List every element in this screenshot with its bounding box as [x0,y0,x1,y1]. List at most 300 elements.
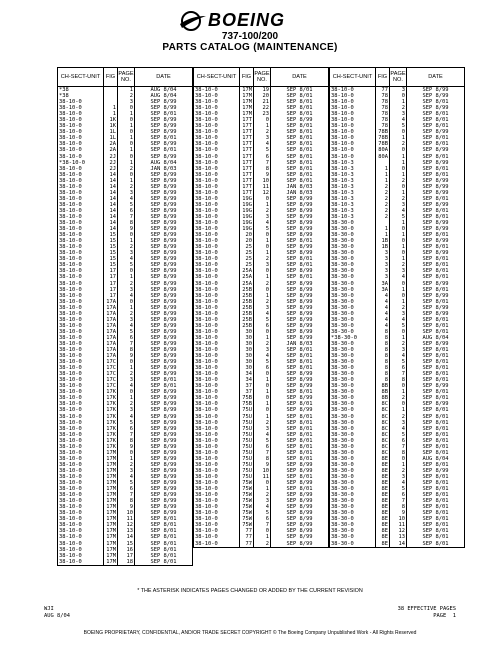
page-cell: 11 [390,522,407,528]
date-cell: SEP 8/01 [271,256,329,262]
fig-cell: 17C [104,371,118,377]
chsect-cell: 38-10-0 [194,371,240,377]
page-cell: 0 [390,166,407,172]
effective-pages-column-3 [329,67,464,548]
fig-cell: 17M [240,105,254,111]
fig-cell: 17M [104,480,118,486]
page-cell: 3 [254,135,271,141]
fig-cell: 75U [240,414,254,420]
date-cell: SEP 8/99 [407,226,465,232]
page-cell: 1 [118,178,135,184]
date-cell: SEP 8/01 [407,347,465,353]
page-cell: 6 [118,426,135,432]
chsect-cell: 38-30-0 [330,414,376,420]
fig-cell: 30 [240,329,254,335]
page-cell: 1 [390,407,407,413]
chsect-cell: 38-10-0 [194,504,240,510]
date-cell: SEP 8/99 [135,154,193,160]
chsect-cell: 38-30-0 [330,450,376,456]
page-cell: 2 [254,299,271,305]
effective-pages-count: 38 EFFECTIVE PAGES [397,606,456,612]
chsect-cell: 38-30-0 [330,407,376,413]
date-cell: SEP 8/99 [271,323,329,329]
date-cell: SEP 8/99 [135,474,193,480]
date-cell: SEP 8/99 [271,522,329,528]
fig-cell: 17T [240,178,254,184]
page-cell: 4 [118,383,135,389]
fig-cell: 34 [240,371,254,377]
page-cell: 8 [118,220,135,226]
date-cell: SEP 8/01 [407,135,465,141]
chsect-cell: 38-30-0 [330,528,376,534]
fig-cell: 17M [104,462,118,468]
fig-cell: 30 [240,365,254,371]
fig-cell: 17A [104,311,118,317]
date-cell: SEP 8/01 [407,450,465,456]
date-cell: SEP 8/01 [407,414,465,420]
page-cell: 0 [254,196,271,202]
chsect-cell: 38-30-0 [330,359,376,365]
date-cell: SEP 8/99 [135,389,193,395]
page-cell: 1 [254,293,271,299]
fig-cell: 8C [376,401,390,407]
date-cell: SEP 8/99 [135,178,193,184]
page-cell: 17 [118,553,135,559]
date-cell: SEP 8/01 [407,111,465,117]
date-cell: SEP 8/01 [271,347,329,353]
page-cell: 0 [390,281,407,287]
date-cell: SEP 8/01 [271,105,329,111]
chsect-cell: 38-10-0 [330,111,376,117]
page-cell: 4 [118,414,135,420]
page-cell: 6 [254,444,271,450]
chsect-cell: 38-10-0 [194,232,240,238]
page-cell: 0 [118,154,135,160]
page-cell: 0 [254,528,271,534]
page-cell: 3 [118,99,135,105]
fig-cell: 17T [240,154,254,160]
chsect-cell: 38-10-0 [194,377,240,383]
date-cell: SEP 8/99 [271,516,329,522]
date-cell: JAN 8/03 [271,184,329,190]
page-cell: 2 [254,281,271,287]
chsect-cell: 38-10-0 [58,534,104,540]
fig-cell: 2 [376,184,390,190]
fig-cell: 8C [376,407,390,413]
page-cell: 11 [254,474,271,480]
chsect-cell: 38-10-0 [58,420,104,426]
chsect-cell: 38-10-0 [194,534,240,540]
chsect-cell: 38-10-0 [194,438,240,444]
date-cell: SEP 8/01 [407,432,465,438]
chsect-cell: 38-10-0 [58,347,104,353]
date-cell: SEP 8/99 [407,238,465,244]
page-cell: 1 [118,395,135,401]
chsect-cell: 38-10-0 [194,522,240,528]
date-cell: SEP 8/01 [271,238,329,244]
fig-cell: 14 [104,202,118,208]
header-chsect: CH-SECT-UNIT [58,68,104,87]
page-cell: 3 [254,305,271,311]
page-cell: 3 [118,250,135,256]
fig-cell: 17T [240,141,254,147]
chsect-cell: 38-10-0 [58,407,104,413]
date-cell: SEP 8/01 [407,214,465,220]
chsect-cell: 38-10-0 [194,147,240,153]
date-cell: SEP 8/99 [135,226,193,232]
page-cell: 3 [254,214,271,220]
chsect-cell: 38-10-0 [194,426,240,432]
date-cell: SEP 8/99 [135,281,193,287]
chsect-cell: 38-10-0 [330,147,376,153]
page-cell: 7 [390,498,407,504]
chsect-cell: 38-10-0 [58,414,104,420]
fig-cell: 8E [376,468,390,474]
header-fig: FIG [240,68,254,87]
fig-cell: 17C [104,377,118,383]
fig-cell: 17T [240,135,254,141]
date-cell: SEP 8/01 [407,377,465,383]
date-cell: SEP 8/99 [271,534,329,540]
page-cell: 1 [254,486,271,492]
chsect-cell: 38-10-0 [194,141,240,147]
chsect-cell: 38-10-0 [58,117,104,123]
date-cell: SEP 8/01 [407,268,465,274]
fig-cell: 8B [376,389,390,395]
chsect-cell: 38-30-0 [330,534,376,540]
page-cell: 0 [254,480,271,486]
date-cell: SEP 8/01 [407,262,465,268]
date-cell: SEP 8/99 [135,401,193,407]
fig-cell: 77 [240,528,254,534]
date-cell: SEP 8/01 [407,395,465,401]
fig-cell: 78 [376,99,390,105]
chsect-cell: 38-10-0 [58,317,104,323]
chsect-cell: 38-30-0 [330,438,376,444]
chsect-cell: 38-30-0 [330,456,376,462]
page-cell: 4 [254,432,271,438]
date-cell: SEP 8/01 [271,414,329,420]
header-page: PAGE NO. [390,68,407,87]
page-cell: 0 [118,450,135,456]
fig-cell: 17T [240,147,254,153]
fig-cell: 17T [240,166,254,172]
fig-cell: 17T [240,172,254,178]
fig-cell: 75W [240,504,254,510]
fig-cell: 17 [104,287,118,293]
page-cell: 0 [390,226,407,232]
page-cell: 1 [254,534,271,540]
chsect-cell: 38-10-0 [58,486,104,492]
page-cell: 1 [390,232,407,238]
fig-cell: 17M [104,492,118,498]
fig-cell: 8E [376,504,390,510]
chsect-cell: 38-30-0 [330,262,376,268]
chsect-cell: 38-10-0 [330,135,376,141]
page-cell: 6 [254,516,271,522]
page-cell: 5 [390,432,407,438]
chsect-cell: 38-10-0 [330,99,376,105]
page-cell: 6 [118,486,135,492]
page-cell: 1 [390,160,407,166]
chsect-cell: 38-10-0 [58,196,104,202]
page-cell: 1 [118,238,135,244]
page-cell: 0 [390,250,407,256]
date-cell: SEP 8/01 [271,359,329,365]
fig-cell: 17M [104,486,118,492]
fig-cell: 25B [240,311,254,317]
chsect-cell: 38-10-3 [330,214,376,220]
date-cell: SEP 8/01 [135,547,193,553]
date-cell: SEP 8/99 [271,407,329,413]
page-cell: 6 [118,335,135,341]
fig-cell: 80A [376,154,390,160]
chsect-cell: 38-10-0 [58,311,104,317]
fig-cell: 15 [104,262,118,268]
chsect-cell: 38-10-0 [194,117,240,123]
fig-cell: 17M [104,450,118,456]
fig-cell: 78 [376,117,390,123]
chsect-cell: 38-10-0 [194,93,240,99]
date-cell: SEP 8/99 [407,305,465,311]
chsect-cell: 38-10-3 [330,208,376,214]
fig-cell: 17 [104,293,118,299]
date-cell: SEP 8/99 [135,287,193,293]
chsect-cell: 38-10-0 [194,365,240,371]
fig-cell: 17A [104,347,118,353]
date-cell: SEP 8/01 [407,141,465,147]
chsect-cell: 38-30-0 [330,317,376,323]
effective-pages-table [57,67,193,566]
page-cell: 4 [390,353,407,359]
fig-cell: 17C [104,383,118,389]
date-cell: SEP 8/99 [135,414,193,420]
date-cell: SEP 8/99 [135,105,193,111]
page-cell: 6 [254,365,271,371]
chsect-cell: 38-10-0 [194,274,240,280]
fig-cell: 2J [104,160,118,166]
date-cell: SEP 8/99 [135,353,193,359]
fig-cell: 2A [104,141,118,147]
fig-cell: 1B [376,244,390,250]
date-cell: SEP 8/01 [407,196,465,202]
chsect-cell: 38-30-0 [330,365,376,371]
chsect-cell: 38-10-0 [330,87,376,94]
date-cell: SEP 8/01 [271,178,329,184]
date-cell: SEP 8/99 [271,202,329,208]
date-cell: SEP 8/01 [135,147,193,153]
date-cell: SEP 8/01 [407,274,465,280]
fig-cell: 1 [104,111,118,117]
page-cell: 19 [254,87,271,94]
page-cell: 3 [390,474,407,480]
fig-cell: 17 [104,268,118,274]
chsect-cell: 38-10-0 [194,456,240,462]
page-cell: 5 [118,202,135,208]
chsect-cell: 38-10-0 [330,123,376,129]
date-cell: AUG 8/04 [407,456,465,462]
chsect-cell: 38-10-0 [194,395,240,401]
fig-cell: 17M [104,522,118,528]
chsect-cell: 38-10-0 [194,462,240,468]
footer-right [398,606,456,620]
header-chsect: CH-SECT-UNIT [194,68,240,87]
fig-cell: 8B [376,383,390,389]
page-cell: 3 [118,468,135,474]
fig-cell: 8E [376,541,390,548]
page-cell: 2 [118,244,135,250]
fig-cell: 75W [240,510,254,516]
page-cell: 3 [390,347,407,353]
chsect-cell: 38-10-0 [58,123,104,129]
chsect-cell: 38-30-0 [330,226,376,232]
page-cell: 2 [118,93,135,99]
date-cell: SEP 8/99 [407,220,465,226]
fig-cell: 17M [104,528,118,534]
chsect-cell: 38-10-0 [194,420,240,426]
chsect-cell: 38-30-0 [330,244,376,250]
page-cell: 3 [254,426,271,432]
page-cell: 0 [254,329,271,335]
footer-left [44,606,70,620]
page-cell: 0 [254,407,271,413]
date-cell: SEP 8/99 [271,268,329,274]
page-cell: 1 [254,377,271,383]
page-cell: 0 [390,383,407,389]
page-cell: 1 [390,335,407,341]
date-cell: SEP 8/99 [407,129,465,135]
fig-cell: 4 [376,299,390,305]
date-cell: SEP 8/01 [271,444,329,450]
date-cell: SEP 8/99 [135,444,193,450]
date-cell: SEP 8/01 [407,492,465,498]
page-cell: 1 [390,172,407,178]
fig-cell: 17K [104,426,118,432]
page-cell: 5 [390,214,407,220]
date-cell: SEP 8/99 [135,190,193,196]
page-cell: 0 [254,383,271,389]
chsect-cell: 38-10-0 [330,105,376,111]
date-cell: SEP 8/01 [271,87,329,94]
date-cell: SEP 8/99 [135,323,193,329]
fig-cell: 1K [104,117,118,123]
date-cell: SEP 8/99 [135,141,193,147]
fig-cell: 75U [240,450,254,456]
fig-cell: 78 [376,123,390,129]
page-cell: 1 [118,111,135,117]
fig-cell: 17M [104,456,118,462]
fig-cell: 15 [104,244,118,250]
date-cell: SEP 8/01 [271,432,329,438]
page-cell: 0 [118,359,135,365]
fig-cell: 17M [104,510,118,516]
page-cell: 2 [254,341,271,347]
chsect-cell: 38-10-0 [58,238,104,244]
date-cell: SEP 8/99 [135,395,193,401]
chsect-cell: 38-10-0 [194,335,240,341]
page-cell: 4 [390,317,407,323]
page-cell: 1 [390,299,407,305]
date-cell: SEP 8/99 [271,208,329,214]
date-cell: SEP 8/99 [135,365,193,371]
page-cell: 0 [390,147,407,153]
date-cell: SEP 8/99 [135,250,193,256]
page-cell: 1 [118,87,135,94]
fig-cell: 4 [376,293,390,299]
fig-cell: 8C [376,444,390,450]
date-cell: SEP 8/99 [271,287,329,293]
date-cell: SEP 8/01 [271,166,329,172]
date-cell: SEP 8/99 [135,486,193,492]
date-cell: SEP 8/01 [271,160,329,166]
fig-cell: 17T [240,160,254,166]
date-cell: SEP 8/01 [407,123,465,129]
date-cell: SEP 8/99 [407,178,465,184]
date-cell: SEP 8/99 [135,420,193,426]
chsect-cell: 38-30-0 [330,299,376,305]
date-cell: SEP 8/99 [271,196,329,202]
fig-cell: 17M [104,559,118,566]
chsect-cell: 38-30-0 [330,293,376,299]
chsect-cell: 38-30-0 [330,444,376,450]
chsect-cell: 38-10-0 [194,287,240,293]
chsect-cell: 38-30-0 [330,268,376,274]
fig-cell: 8E [376,516,390,522]
chsect-cell: 38-10-0 [58,147,104,153]
fig-cell: 17A [104,299,118,305]
date-cell: SEP 8/01 [135,541,193,547]
chsect-cell: 38-10-0 [58,172,104,178]
fig-cell: 8 [376,335,390,341]
fig-cell: 75B [240,401,254,407]
fig-cell: 17M [104,541,118,547]
page-cell: 7 [390,371,407,377]
page-cell: 4 [254,311,271,317]
fig-cell: 17K [104,432,118,438]
date-cell: SEP 8/01 [407,299,465,305]
effective-pages-table [193,67,329,548]
fig-cell: 8E [376,492,390,498]
fig-cell: 75U [240,462,254,468]
fig-cell: 17M [104,534,118,540]
chsect-cell: 38-10-0 [58,287,104,293]
page-cell: 6 [390,438,407,444]
date-cell: SEP 8/99 [135,456,193,462]
date-cell: SEP 8/99 [271,293,329,299]
fig-cell: 17M [104,504,118,510]
page-cell: 10 [390,516,407,522]
page-cell: 0 [390,129,407,135]
fig-cell: 17M [104,498,118,504]
date-cell: SEP 8/01 [271,111,329,117]
page-cell: 0 [118,129,135,135]
date-cell: SEP 8/01 [407,172,465,178]
date-cell: SEP 8/01 [407,232,465,238]
date-cell: SEP 8/01 [407,480,465,486]
chsect-cell: 38-10-0 [58,492,104,498]
page-cell: 0 [390,238,407,244]
page-cell: 5 [254,226,271,232]
chsect-cell: 38-10-0 [194,383,240,389]
date-cell: SEP 8/01 [407,534,465,540]
fig-cell: 80A [376,147,390,153]
page-cell: 3 [390,268,407,274]
page-cell: 1 [118,456,135,462]
page-cell: 2 [390,414,407,420]
chsect-cell: 38-30-0 [330,395,376,401]
page-cell: 5 [254,147,271,153]
date-cell: SEP 8/99 [135,117,193,123]
